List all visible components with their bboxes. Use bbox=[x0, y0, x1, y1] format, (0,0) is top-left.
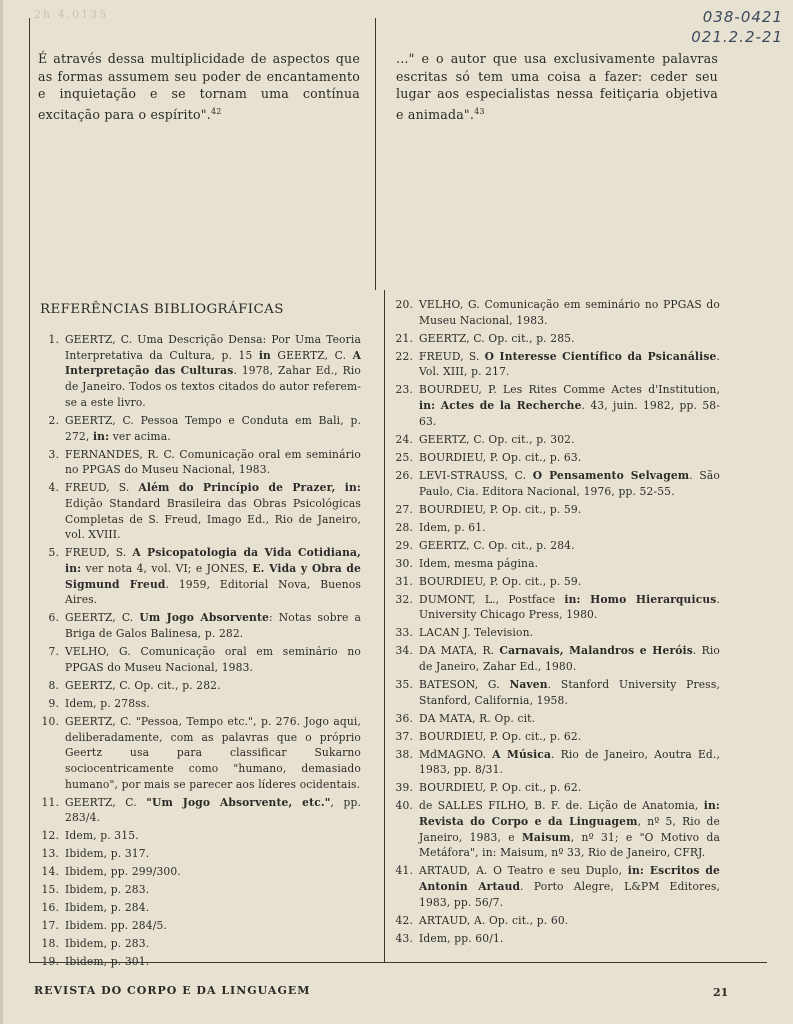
reference-text bbox=[419, 931, 720, 947]
reference-segment: GEERTZ, C. Op. cit., p. 284. bbox=[419, 538, 575, 552]
reference-segment: BOURDEU, P. Les Rites Comme Actes d'Institution, bbox=[419, 383, 720, 397]
reference-number: 12. bbox=[41, 829, 59, 843]
reference-number: 3. bbox=[48, 447, 59, 461]
reference-number: 27. bbox=[395, 502, 413, 516]
reference-number: 18. bbox=[41, 937, 59, 951]
reference-text bbox=[419, 913, 720, 929]
reference-segment: Idem, mesma página. bbox=[419, 556, 539, 570]
reference-number: 25. bbox=[395, 450, 413, 464]
reference-title: in: Homo Hierarquicus bbox=[564, 592, 717, 606]
reference-segment: Idem, pp. 60/1. bbox=[419, 931, 504, 945]
reference-item bbox=[390, 863, 720, 910]
reference-number: 30. bbox=[395, 556, 413, 570]
reference-segment: Ibidem, pp. 299/300. bbox=[65, 865, 181, 879]
page-number: 21 bbox=[713, 986, 729, 999]
reference-segment: : Notas sobre a Briga de Galos Balinesa, p. 282. bbox=[65, 611, 361, 641]
reference-number: 15. bbox=[41, 883, 59, 897]
reference-number: 24. bbox=[395, 432, 413, 446]
reference-segment: Ibidem. pp. 284/5. bbox=[65, 919, 167, 933]
reference-text bbox=[419, 625, 720, 641]
reference-segment: Idem, p. 315. bbox=[65, 829, 139, 843]
reference-number: 37. bbox=[395, 729, 413, 743]
reference-item bbox=[390, 538, 720, 554]
reference-text bbox=[419, 643, 720, 674]
reference-text bbox=[65, 447, 361, 478]
reference-segment: FREUD, S. bbox=[65, 546, 133, 560]
references-list-right bbox=[390, 297, 720, 949]
reference-text bbox=[65, 714, 361, 793]
reference-number: 41. bbox=[395, 864, 413, 878]
reference-text bbox=[419, 538, 720, 554]
reference-item bbox=[36, 696, 361, 712]
reference-segment: , nº 31; e "O Motivo da Metáfora", in: Maisum, nº 33, Rio de Janeiro, CFRJ. bbox=[419, 830, 720, 860]
reference-number: 16. bbox=[41, 901, 59, 915]
reference-item bbox=[390, 432, 720, 448]
reference-title: Naven bbox=[509, 677, 548, 691]
reference-text bbox=[65, 332, 361, 411]
reference-item bbox=[390, 913, 720, 929]
left-border bbox=[29, 290, 30, 962]
reference-text bbox=[419, 520, 720, 536]
reference-title: A Psicopatologia da Vida Cotidiana, in: bbox=[65, 546, 361, 576]
references-heading: REFERÊNCIAS BIBLIOGRÁFICAS bbox=[40, 302, 284, 317]
reference-item bbox=[390, 729, 720, 745]
reference-segment: DUMONT, L., Postface bbox=[419, 592, 565, 606]
reference-number: 1. bbox=[48, 333, 59, 346]
reference-segment: . São Paulo, Cia. Editora Nacional, 1976, pp. 52-55. bbox=[419, 468, 720, 498]
reference-title: Carnavais, Malandros e Heróis bbox=[499, 644, 693, 658]
reference-item bbox=[390, 931, 720, 947]
reference-number: 14. bbox=[41, 865, 59, 879]
reference-item bbox=[390, 592, 720, 623]
reference-segment: GEERTZ, C. bbox=[65, 795, 147, 809]
reference-title: in: Escritos de Antonin Artaud bbox=[419, 864, 721, 894]
reference-segment: ARTAUD, A. O Teatro e seu Duplo, bbox=[419, 864, 628, 878]
reference-number: 19. bbox=[41, 955, 59, 969]
reference-segment: GEERTZ, C. Op. cit., p. 285. bbox=[419, 331, 575, 345]
reference-segment: . 1978, Zahar Ed., Rio de Janeiro. Todos os textos citados do autor referem-se a este livro. bbox=[65, 364, 361, 409]
reference-title: A Interpretação das Culturas bbox=[65, 348, 362, 378]
reference-text bbox=[65, 936, 361, 952]
reference-text bbox=[65, 610, 361, 641]
reference-number: 11. bbox=[41, 795, 59, 809]
reference-title: "Um Jogo Absorvente, etc." bbox=[146, 795, 331, 809]
reference-item bbox=[390, 556, 720, 572]
reference-item bbox=[36, 480, 361, 543]
reference-number: 35. bbox=[395, 677, 413, 691]
reference-item bbox=[390, 643, 720, 674]
reference-text bbox=[419, 711, 720, 727]
reference-item bbox=[36, 644, 361, 675]
reference-segment: . Porto Alegre, L&PM Editores, 1983, pp. 56/7. bbox=[419, 880, 720, 909]
handwritten-code-2: 021.2.2-21 bbox=[691, 28, 783, 46]
reference-segment: BOURDIEU, P. Op. cit., p. 59. bbox=[419, 502, 582, 516]
reference-number: 9. bbox=[48, 696, 59, 710]
reference-item bbox=[390, 780, 720, 796]
reference-text bbox=[419, 349, 720, 380]
reference-item bbox=[390, 747, 720, 778]
reference-segment: ver acima. bbox=[109, 429, 171, 443]
reference-item bbox=[36, 678, 361, 694]
reference-text bbox=[65, 678, 361, 694]
reference-text bbox=[419, 677, 720, 708]
reference-text bbox=[419, 592, 720, 623]
reference-segment: FERNANDES, R. C. Comunicação oral em seminário no PPGAS do Museu Nacional, 1983. bbox=[65, 447, 361, 477]
reference-item bbox=[36, 954, 361, 970]
reference-item bbox=[390, 677, 720, 708]
reference-segment: MdMAGNO. bbox=[419, 747, 493, 761]
reference-number: 43. bbox=[395, 931, 413, 945]
handwritten-code-1: 038-0421 bbox=[702, 8, 783, 26]
reference-text bbox=[419, 863, 720, 910]
footnote-ref: 42 bbox=[210, 106, 222, 116]
reference-item bbox=[36, 936, 361, 952]
reference-title: in bbox=[258, 348, 271, 362]
reference-segment: Ibidem, p. 284. bbox=[65, 901, 150, 915]
reference-text bbox=[65, 696, 361, 712]
reference-number: 5. bbox=[48, 546, 59, 560]
center-divider-top bbox=[375, 18, 376, 290]
reference-segment: . Vol. XIII, p. 217. bbox=[419, 349, 720, 379]
reference-text bbox=[419, 450, 720, 466]
reference-segment: . University Chicago Press, 1980. bbox=[419, 592, 720, 622]
reference-text bbox=[65, 900, 361, 916]
reference-item bbox=[36, 332, 361, 411]
reference-text bbox=[65, 644, 361, 675]
reference-segment: DA MATA, R. Op. cit. bbox=[419, 711, 536, 725]
reference-segment: VELHO, G. Comunicação em seminário no PPGAS do Museu Nacional, 1983. bbox=[419, 298, 720, 327]
reference-title: Maisum bbox=[521, 830, 571, 844]
reference-segment: GEERTZ, C. bbox=[270, 348, 353, 362]
reference-segment: ver nota 4, vol. VI; e JONES, bbox=[81, 562, 253, 576]
reference-segment: FREUD, S. bbox=[65, 481, 139, 495]
reference-number: 23. bbox=[395, 383, 413, 397]
reference-text bbox=[419, 556, 720, 572]
reference-number: 42. bbox=[395, 913, 413, 927]
reference-item bbox=[36, 610, 361, 641]
reference-number: 2. bbox=[48, 413, 59, 427]
reference-number: 26. bbox=[395, 468, 413, 482]
reference-item bbox=[390, 382, 720, 429]
reference-text bbox=[419, 798, 720, 861]
reference-item bbox=[36, 882, 361, 898]
reference-segment: LACAN J. Television. bbox=[419, 626, 534, 640]
reference-segment: GEERTZ, C. "Pessoa, Tempo etc.", p. 276. Jogo aqui, deliberadamente, com as palavras que o próprio Geertz usa para classificar Sukarno sociocentricamente como "humano, demasiado humano", por mais se parecer aos líderes ocidentais. bbox=[65, 714, 361, 791]
reference-segment: . Stanford University Press, Stanford, California, 1958. bbox=[419, 677, 720, 707]
reference-item bbox=[390, 297, 720, 328]
reference-segment: BOURDIEU, P. Op. cit., p. 62. bbox=[419, 729, 582, 743]
reference-number: 21. bbox=[395, 331, 413, 345]
reference-number: 20. bbox=[395, 298, 413, 311]
reference-item bbox=[36, 828, 361, 844]
center-divider bbox=[384, 290, 385, 962]
reference-text bbox=[419, 331, 720, 347]
reference-text bbox=[419, 574, 720, 590]
reference-segment: Idem, p. 278ss. bbox=[65, 696, 150, 710]
reference-segment: , pp. 283/4. bbox=[65, 795, 362, 825]
reference-text bbox=[419, 432, 720, 448]
faint-stamp: 2h 4.0135 bbox=[34, 8, 109, 21]
reference-title: in: bbox=[92, 429, 110, 443]
reference-number: 31. bbox=[395, 574, 413, 588]
footnote-ref: 43 bbox=[474, 106, 485, 116]
reference-title: in: Actes de la Recherche bbox=[419, 399, 582, 413]
reference-item bbox=[36, 846, 361, 862]
reference-segment: ARTAUD, A. Op. cit., p. 60. bbox=[419, 913, 569, 927]
reference-text bbox=[65, 882, 361, 898]
reference-item bbox=[390, 798, 720, 861]
reference-number: 7. bbox=[48, 645, 59, 659]
reference-text bbox=[65, 828, 361, 844]
reference-item bbox=[36, 864, 361, 880]
reference-number: 28. bbox=[395, 520, 413, 534]
reference-number: 4. bbox=[48, 481, 59, 495]
reference-title: Um Jogo Absorvente bbox=[139, 611, 269, 625]
reference-item bbox=[36, 918, 361, 934]
reference-segment: BOURDIEU, P. Op. cit., p. 59. bbox=[419, 574, 582, 588]
reference-item bbox=[36, 900, 361, 916]
reference-segment: BOURDIEU, P. Op. cit., p. 62. bbox=[419, 781, 582, 795]
reference-segment: Ibidem, p. 317. bbox=[65, 847, 150, 861]
reference-item bbox=[390, 502, 720, 518]
reference-text bbox=[419, 468, 720, 499]
reference-number: 36. bbox=[395, 711, 413, 725]
reference-text bbox=[65, 864, 361, 880]
reference-number: 29. bbox=[395, 538, 413, 552]
reference-segment: Edição Standard Brasileira das Obras Psicológicas Completas de S. Freud, Imago Ed., Rio de Janeiro, vol. XVIII. bbox=[65, 496, 361, 542]
reference-text bbox=[419, 747, 720, 778]
reference-text bbox=[65, 846, 361, 862]
reference-number: 13. bbox=[41, 847, 59, 861]
reference-number: 33. bbox=[395, 626, 413, 640]
reference-segment: VELHO, G. Comunicação oral em seminário no PPGAS do Museu Nacional, 1983. bbox=[65, 645, 361, 674]
reference-item bbox=[390, 520, 720, 536]
reference-number: 22. bbox=[395, 349, 413, 363]
reference-item bbox=[390, 468, 720, 499]
reference-title: O Pensamento Selvagem bbox=[532, 468, 690, 482]
reference-segment: . 1959, Editorial Nova, Buenos Aires. bbox=[65, 577, 361, 607]
reference-segment: Ibidem, p. 283. bbox=[65, 937, 150, 951]
reference-segment: FREUD, S. bbox=[419, 349, 485, 363]
reference-item bbox=[390, 625, 720, 641]
reference-segment: , nº 5, Rio de Janeiro, 1983, e bbox=[419, 815, 720, 844]
reference-item bbox=[390, 711, 720, 727]
reference-segment: BATESON, G. bbox=[419, 677, 510, 691]
reference-segment: GEERTZ, C. Pessoa Tempo e Conduta em Bali, p. 272, bbox=[65, 413, 361, 443]
reference-number: 34. bbox=[395, 644, 413, 658]
reference-text bbox=[65, 954, 361, 970]
reference-number: 38. bbox=[395, 747, 413, 761]
reference-title: Além do Princípio de Prazer, in: bbox=[138, 481, 361, 495]
reference-segment: GEERTZ, C. bbox=[65, 611, 140, 625]
journal-footer: REVISTA DO CORPO E DA LINGUAGEM bbox=[34, 984, 311, 997]
reference-text bbox=[65, 545, 361, 608]
reference-item bbox=[36, 413, 361, 444]
reference-title: E. Vida y Obra de Sigmund Freud bbox=[65, 562, 361, 591]
reference-segment: . Rio de Janeiro, Aoutra Ed., 1983, pp. 8/31. bbox=[419, 747, 720, 777]
reference-text bbox=[419, 502, 720, 518]
reference-text bbox=[419, 382, 720, 429]
reference-item bbox=[36, 545, 361, 608]
reference-text bbox=[419, 297, 720, 328]
reference-number: 6. bbox=[48, 611, 59, 625]
reference-number: 32. bbox=[395, 592, 413, 606]
reference-title: A Música bbox=[492, 747, 552, 761]
reference-item bbox=[390, 574, 720, 590]
reference-item bbox=[390, 331, 720, 347]
reference-text bbox=[419, 780, 720, 796]
reference-title: O Interesse Científico da Psicanálise bbox=[484, 349, 717, 363]
reference-segment: Idem, p. 61. bbox=[419, 520, 486, 534]
reference-text bbox=[419, 729, 720, 745]
reference-text bbox=[65, 413, 361, 444]
reference-segment: GEERTZ, C. Uma Descrição Densa: Por Uma Teoria Interpretativa da Cultura, p. 15 bbox=[65, 333, 361, 362]
reference-item bbox=[36, 714, 361, 793]
reference-number: 17. bbox=[41, 919, 59, 933]
left-border-top bbox=[29, 18, 30, 290]
reference-segment: . 43, juin. 1982, pp. 58-63. bbox=[419, 399, 720, 428]
reference-number: 10. bbox=[41, 714, 59, 728]
reference-title: in: Revista do Corpo e da Linguagem bbox=[419, 799, 720, 829]
reference-segment: de SALLES FILHO, B. F. de. Lição de Anatomia, bbox=[419, 799, 704, 813]
reference-item bbox=[390, 349, 720, 380]
reference-item bbox=[36, 447, 361, 478]
left-quote: É através dessa multiplicidade de aspectos que as formas assumem seu poder de encantamento e inquietação e se tornam uma contínua excitação para o espírito".$^{42}$ bbox=[38, 51, 360, 122]
reference-segment: GEERTZ, C. Op. cit., p. 302. bbox=[419, 432, 575, 446]
reference-text bbox=[65, 480, 361, 543]
reference-segment: BOURDIEU, P. Op. cit., p. 63. bbox=[419, 450, 582, 464]
reference-segment: Ibidem, p. 301. bbox=[65, 955, 150, 969]
reference-segment: LEVI-STRAUSS, C. bbox=[419, 468, 533, 482]
reference-segment: . Rio de Janeiro, Zahar Ed., 1980. bbox=[419, 644, 720, 673]
reference-item bbox=[390, 450, 720, 466]
reference-segment: DA MATA, R. bbox=[419, 644, 500, 658]
reference-number: 8. bbox=[48, 678, 59, 692]
references-list-left bbox=[36, 332, 361, 972]
reference-text bbox=[65, 918, 361, 934]
reference-segment: GEERTZ, C. Op. cit., p. 282. bbox=[65, 678, 221, 692]
reference-text bbox=[65, 795, 361, 826]
reference-segment: Ibidem, p. 283. bbox=[65, 883, 150, 897]
right-quote: ..." e o autor que usa exclusivamente palavras escritas só tem uma coisa a fazer: ceder seu lugar aos especialistas nessa feitiçaria objetiva e animada".$^{43}$ bbox=[396, 51, 718, 122]
reference-number: 40. bbox=[395, 799, 413, 813]
reference-item bbox=[36, 795, 361, 826]
reference-number: 39. bbox=[395, 781, 413, 795]
